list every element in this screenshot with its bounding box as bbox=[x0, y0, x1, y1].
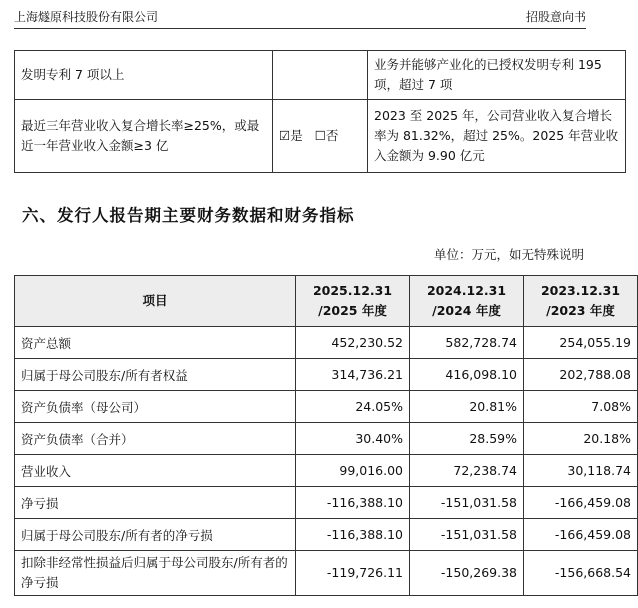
financial-data-table bbox=[14, 275, 638, 596]
value-2023: 7.08% bbox=[524, 391, 638, 423]
row-item: 归属于母公司股东/所有者权益 bbox=[15, 359, 296, 391]
value-2025: -119,726.11 bbox=[296, 551, 410, 596]
table-row bbox=[15, 327, 638, 359]
value-2023: -156,668.54 bbox=[524, 551, 638, 596]
company-name: 上海燧原科技股份有限公司 bbox=[14, 10, 159, 24]
table-row bbox=[15, 519, 638, 551]
row-item: 扣除非经常性损益后归属于母公司股东/所有者的净亏损 bbox=[15, 551, 296, 596]
value-2025: 314,736.21 bbox=[296, 359, 410, 391]
row-item: 资产负债率（母公司） bbox=[15, 391, 296, 423]
table-header-row bbox=[15, 276, 638, 327]
row-item: 归属于母公司股东/所有者的净亏损 bbox=[15, 519, 296, 551]
value-2024: -150,269.38 bbox=[410, 551, 524, 596]
criteria-detail: 2023 至 2025 年，公司营业收入复合增长率为 81.32%，超过 25%。2025 年营业收入金额为 9.90 亿元 bbox=[368, 100, 626, 173]
value-2025: 452,230.52 bbox=[296, 327, 410, 359]
value-2024: 416,098.10 bbox=[410, 359, 524, 391]
header-2023: 2023.12.31 /2023 年度 bbox=[524, 276, 638, 327]
row-item: 净亏损 bbox=[15, 487, 296, 519]
value-2025: 24.05% bbox=[296, 391, 410, 423]
value-2025: -116,388.10 bbox=[296, 519, 410, 551]
criteria-row bbox=[15, 51, 626, 100]
value-2025: 99,016.00 bbox=[296, 455, 410, 487]
table-row bbox=[15, 551, 638, 596]
criteria-row bbox=[15, 100, 626, 173]
value-2024: -151,031.58 bbox=[410, 487, 524, 519]
listing-criteria-table bbox=[14, 50, 626, 173]
table-row bbox=[15, 423, 638, 455]
table-row bbox=[15, 391, 638, 423]
criteria-label: 发明专利 7 项以上 bbox=[15, 51, 273, 100]
value-2024: -151,031.58 bbox=[410, 519, 524, 551]
header-2024: 2024.12.31 /2024 年度 bbox=[410, 276, 524, 327]
value-2025: -116,388.10 bbox=[296, 487, 410, 519]
value-2023: 20.18% bbox=[524, 423, 638, 455]
criteria-label: 最近三年营业收入复合增长率≥25%，或最近一年营业收入金额≥3 亿 bbox=[15, 100, 273, 173]
value-2025: 30.40% bbox=[296, 423, 410, 455]
row-item: 营业收入 bbox=[15, 455, 296, 487]
unit-note: 单位：万元，如无特殊说明 bbox=[433, 247, 584, 262]
page-header bbox=[14, 6, 586, 29]
table-row bbox=[15, 487, 638, 519]
value-2023: -166,459.08 bbox=[524, 487, 638, 519]
table-row bbox=[15, 359, 638, 391]
value-2023: 202,788.08 bbox=[524, 359, 638, 391]
header-item: 项目 bbox=[15, 276, 296, 327]
value-2023: 30,118.74 bbox=[524, 455, 638, 487]
criteria-check bbox=[273, 51, 368, 100]
value-2024: 72,238.74 bbox=[410, 455, 524, 487]
row-item: 资产总额 bbox=[15, 327, 296, 359]
criteria-detail: 业务并能够产业化的已授权发明专利 195 项，超过 7 项 bbox=[368, 51, 626, 100]
row-item: 资产负债率（合并） bbox=[15, 423, 296, 455]
document-type: 招股意向书 bbox=[525, 10, 586, 24]
value-2024: 582,728.74 bbox=[410, 327, 524, 359]
table-row bbox=[15, 455, 638, 487]
criteria-check bbox=[273, 100, 368, 173]
value-2023: -166,459.08 bbox=[524, 519, 638, 551]
value-2023: 254,055.19 bbox=[524, 327, 638, 359]
header-2025: 2025.12.31 /2025 年度 bbox=[296, 276, 410, 327]
yes-checkbox: ☑是 bbox=[279, 128, 303, 143]
section-title: 六、发行人报告期主要财务数据和财务指标 bbox=[22, 206, 355, 225]
no-checkbox: ☐否 bbox=[314, 128, 339, 143]
value-2024: 20.81% bbox=[410, 391, 524, 423]
value-2024: 28.59% bbox=[410, 423, 524, 455]
